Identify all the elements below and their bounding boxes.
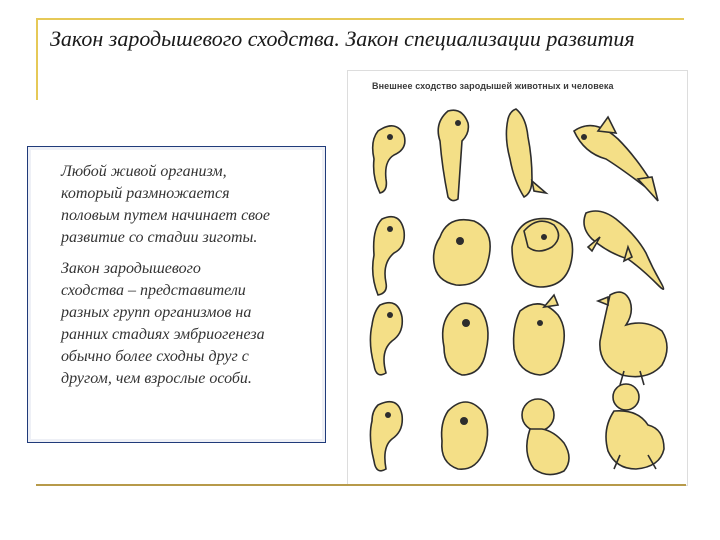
embryo-illustration: [348, 71, 687, 485]
figure-caption: Внешнее сходство зародышей животных и человека: [372, 81, 614, 91]
lizard-late-embryo: [512, 219, 573, 287]
text-box: [27, 146, 326, 443]
bottom-accent-line: [36, 484, 686, 486]
fish-mid-embryo: [438, 110, 468, 200]
paragraph-law: Закон зародышевого сходства – представители разных групп организмов на ранних стадиях эмбриогенеза обычно более сходны друг с другом, чем взрослые особи.: [61, 260, 265, 387]
chicken-mid-embryo: [443, 303, 488, 375]
human-early-embryo: [370, 402, 402, 471]
left-accent-line: [36, 18, 38, 100]
top-accent-line: [36, 18, 684, 20]
lizard-mid-embryo: [434, 220, 491, 285]
chicken-late-embryo: [514, 295, 565, 375]
slide-title: Закон зародышевого сходства. Закон специализации развития: [50, 26, 635, 51]
lizard-early-embryo: [373, 217, 405, 295]
human-adult: [606, 384, 664, 469]
chicken-adult: [598, 292, 667, 385]
fish-adult: [574, 117, 658, 201]
human-fetus: [522, 399, 569, 475]
lizard-adult: [584, 211, 664, 289]
embryo-figure: [347, 70, 688, 486]
paragraph-zygote: Любой живой организм, который размножается половым путем начинает свое развитие со стадии зиготы.: [61, 163, 271, 246]
chicken-early-embryo: [370, 303, 402, 375]
human-mid-embryo: [442, 402, 488, 469]
fish-early-embryo: [373, 126, 405, 193]
fish-late-embryo: [506, 109, 546, 197]
